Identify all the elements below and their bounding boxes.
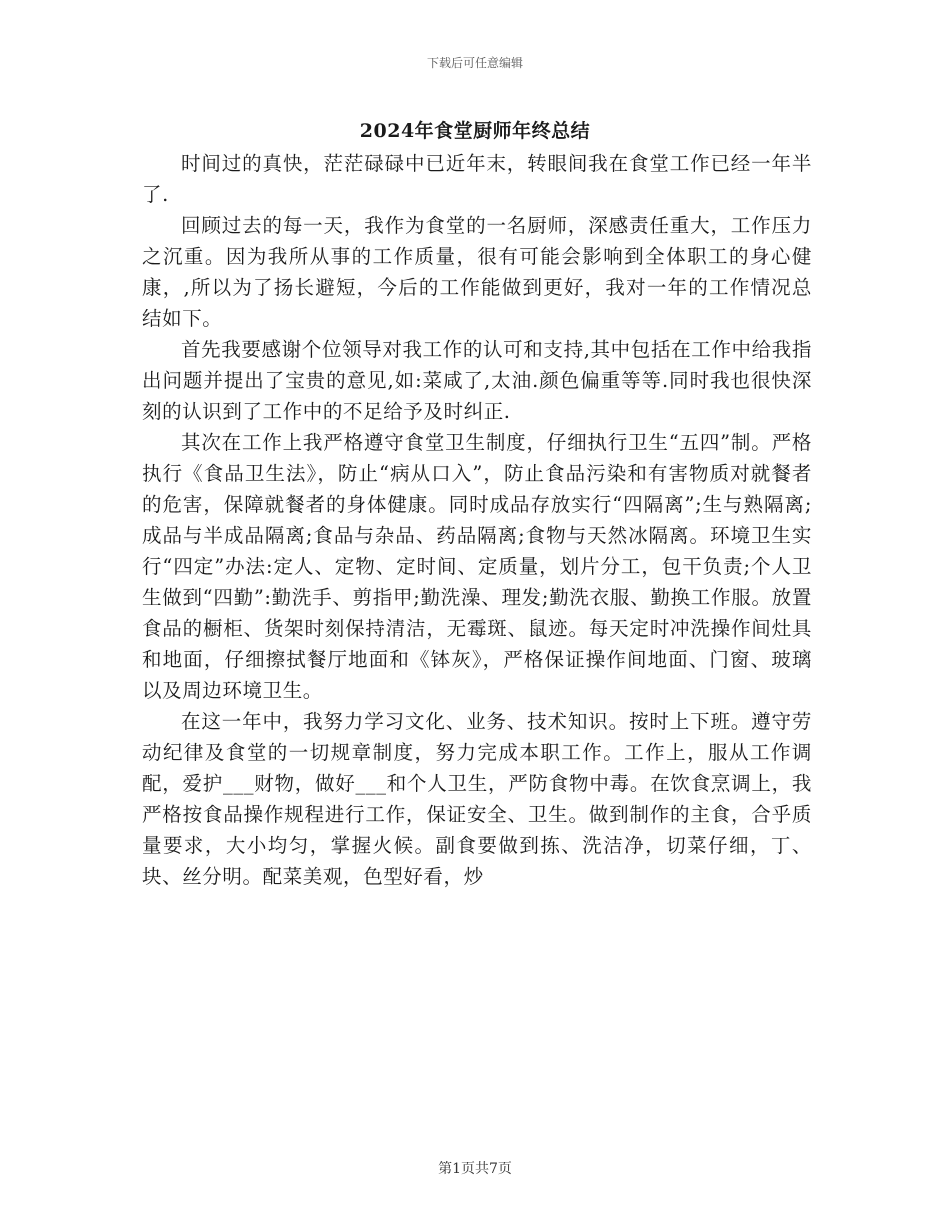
paragraph-hygiene: 其次在工作上我严格遵守食堂卫生制度，仔细执行卫生“五四”制。严格执行《食品卫生法》，防止“病从口入”，防止食品污染和有害物质对就餐者的危害，保障就餐者的身体健康。同时成品存放实行“四隔离”;生与熟隔离;成品与半成品隔离;食品与杂品、药品隔离;食物与天然冰隔离。环境卫生实行“四定”办法:定人、定物、定时间、定质量，划片分工，包干负责;个人卫生做到“四勤”:勤洗手、剪指甲;勤洗澡、理发;勤洗衣服、勤换工作服。放置食品的橱柜、货架时刻保持清洁，无霉斑、鼠迹。每天定时冲洗操作间灶具和地面，仔细擦拭餐厅地面和《钵灰》，严格保证操作间地面、门窗、玻璃以及周边环境卫生。 — [142, 431, 812, 702]
paragraph-review: 回顾过去的每一天，我作为食堂的一名厨师，深感责任重大，工作压力之沉重。因为我所从事的工作质量，很有可能会影响到全体职工的身心健康，,所以为了扬长避短，今后的工作能做到更好，我对一年的工作情况总结如下。 — [142, 214, 812, 330]
page-header-note: 下载后可任意编辑 — [426, 56, 523, 70]
page-number: 第1页共7页 — [438, 1161, 512, 1177]
document-title: 2024年食堂厨师年终总结 — [359, 120, 591, 142]
paragraph-intro: 时间过的真快，茫茫碌碌中已近年末，转眼间我在食堂工作已经一年半了. — [142, 152, 812, 206]
paragraph-study: 在这一年中，我努力学习文化、业务、技术知识。按时上下班。遵守劳动纪律及食堂的一切规章制度，努力完成本职工作。工作上，服从工作调配，爱护___财物，做好___和个人卫生，严防食物中毒。在饮食烹调上，我严格按食品操作规程进行工作，保证安全、卫生。做到制作的主食，合乎质量要求，大小均匀，掌握火候。副食要做到拣、洗洁净，切菜仔细，丁、块、丝分明。配菜美观，色型好看，炒 — [142, 710, 812, 888]
paragraph-thanks: 首先我要感谢个位领导对我工作的认可和支持,其中包括在工作中给我指出问题并提出了宝贵的意见,如:菜咸了,太油.颜色偏重等等.同时我也很快深刻的认识到了工作中的不足给予及时纠正. — [142, 338, 812, 423]
document-body — [142, 148, 812, 892]
